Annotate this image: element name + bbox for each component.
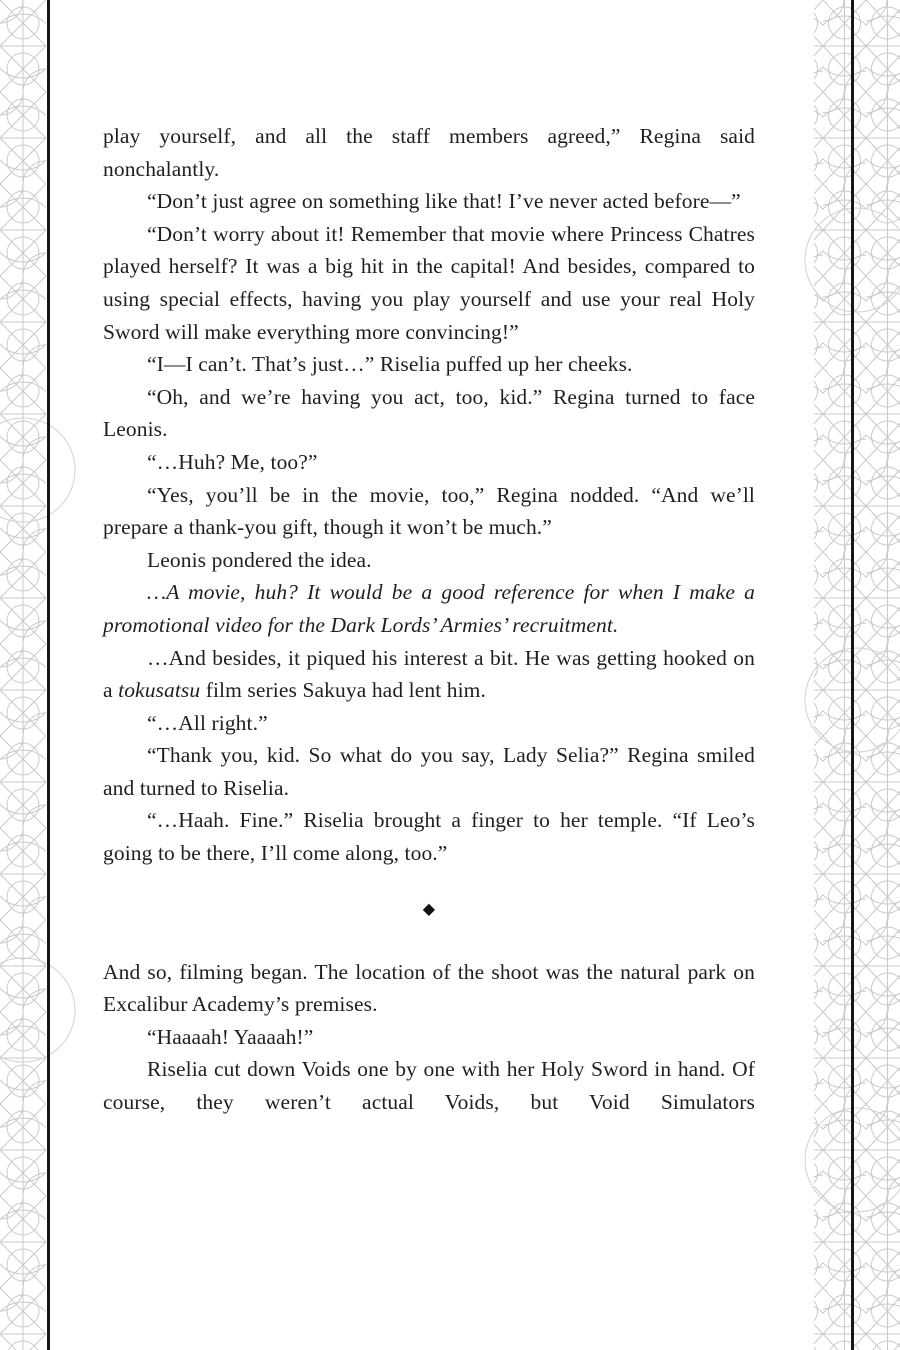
italic-term: tokusatsu: [118, 678, 201, 703]
paragraph: “Thank you, kid. So what do you say, Lady Selia?” Regina smiled and turned to Riselia.: [103, 743, 755, 800]
paragraph: “Don’t worry about it! Remember that movie where Princess Chatres played herself? It was a big hit in the capital! And besides, compared to using special effects, having you play yourself and use your real Holy Sword will make everything more convincing!”: [103, 221, 755, 344]
paragraph: “I—I can’t. That’s just…” Riselia puffed up her cheeks.: [147, 352, 633, 377]
paragraph: “…Haah. Fine.” Riselia brought a finger to her temple. “If Leo’s going to be there, I’ll come along, too.”: [103, 808, 755, 866]
paragraph: And so, filming began. The location of the shoot was the natural park on Excalibur Academy’s premises.: [103, 959, 755, 1017]
right-frame-line: [851, 0, 854, 1350]
paragraph-text: film series Sakuya had lent him.: [200, 678, 486, 703]
paragraph: “Don’t just agree on something like that! I’ve never acted before—”: [147, 189, 741, 214]
right-border-ornament: [780, 0, 900, 1350]
paragraph: Riselia cut down Voids one by one with her Holy Sword in hand. Of course, they weren’t actual Voids, but Void Simulators: [103, 1057, 755, 1115]
left-frame-line: [47, 0, 50, 1350]
paragraph: play yourself, and all the staff members agreed,” Regina said nonchalantly.: [103, 124, 755, 181]
paragraph: “Haaaah! Yaaaah!”: [147, 1024, 314, 1049]
paragraph-inner-monologue: …A movie, huh? It would be a good reference for when I make a promotional video for the Dark Lords’ Armies’ recruitment.: [103, 580, 755, 637]
paragraph: “…All right.”: [147, 710, 268, 735]
paragraph: [103, 642, 755, 707]
paragraph: Leonis pondered the idea.: [147, 547, 372, 572]
paragraph: “…Huh? Me, too?”: [147, 449, 318, 474]
page-text-block: [103, 120, 755, 1119]
paragraph: “Oh, and we’re having you act, too, kid.” Regina turned to face Leonis.: [103, 384, 755, 442]
left-border-ornament: [0, 0, 80, 1350]
paragraph-text: …And besides, it piqued his interest a bit. He was getting hooked on a: [103, 645, 755, 703]
paragraph: “Yes, you’ll be in the movie, too,” Regina nodded. “And we’ll prepare a thank-you gift, though it won’t be much.”: [103, 482, 755, 540]
section-separator-diamond-icon: ◆: [422, 900, 436, 918]
